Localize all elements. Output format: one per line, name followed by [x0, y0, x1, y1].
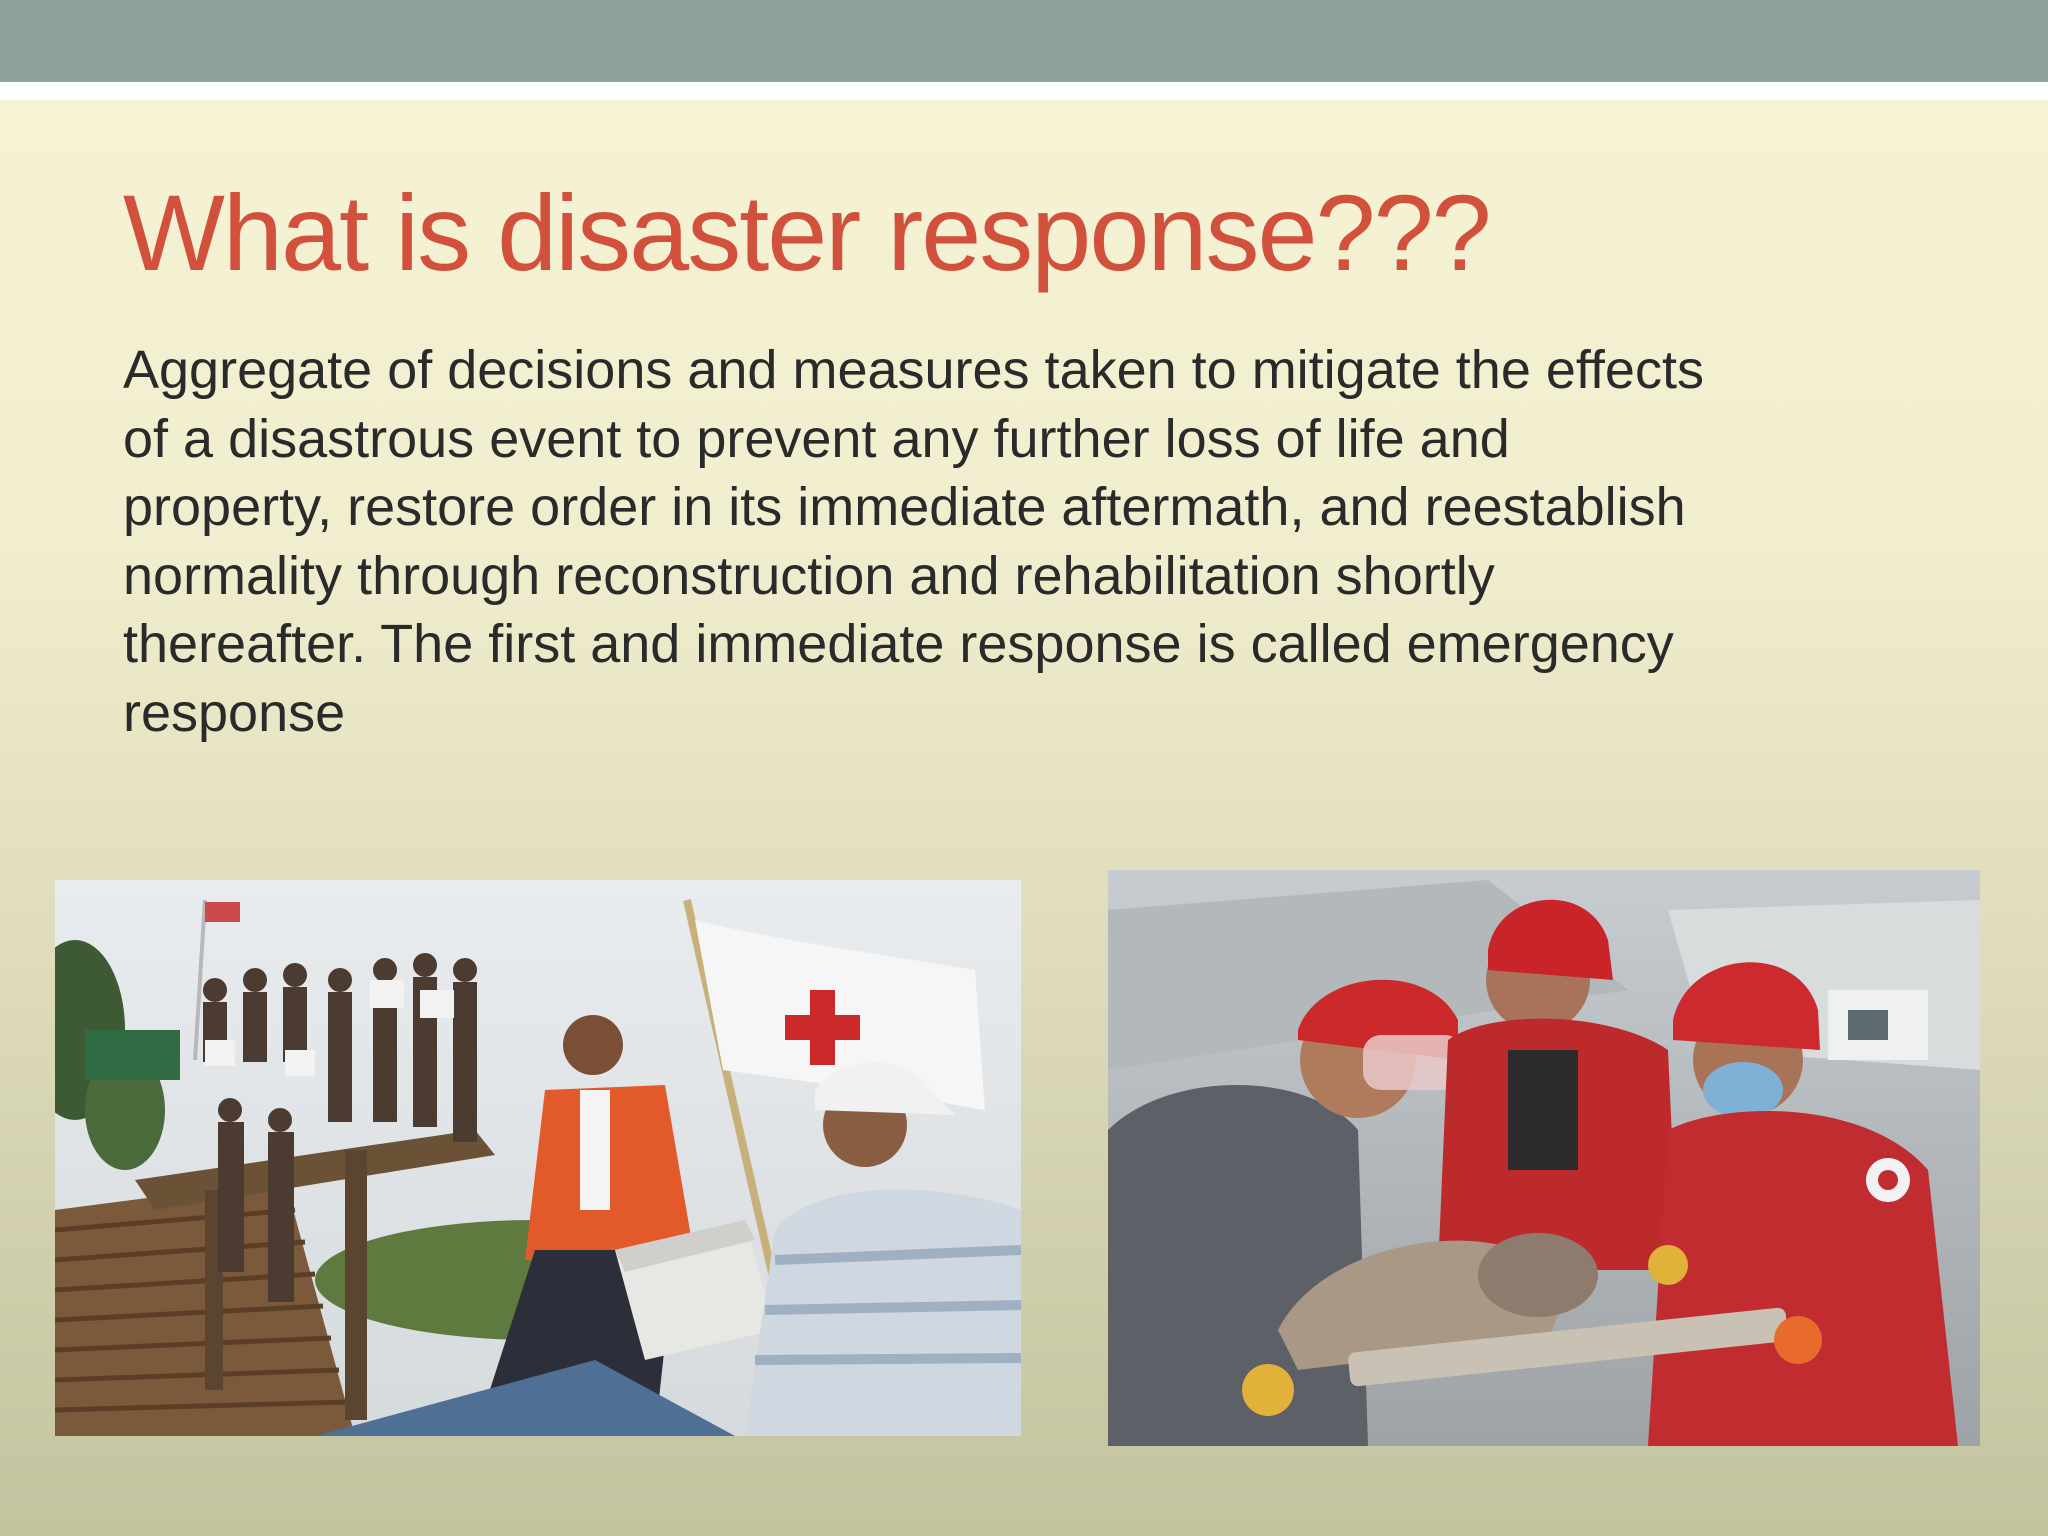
body-line: Aggregate of decisions and measures taken to mitigate the effects	[123, 340, 1704, 400]
slide-title: What is disaster response???	[123, 172, 1490, 293]
body-line: property, restore order in its immediate aftermath, and reestablish	[123, 477, 1686, 537]
body-line: response	[123, 682, 346, 743]
top-accent-divider	[0, 82, 2048, 100]
rescue-team-photo	[1108, 870, 1980, 1446]
red-cross-aid-photo	[55, 880, 1021, 1436]
slide-body	[123, 336, 1823, 747]
body-line: of a disastrous event to prevent any further loss of life and	[123, 408, 1510, 469]
body-line: thereafter. The first and immediate response is called emergency	[123, 614, 1674, 674]
body-line: normality through reconstruction and rehabilitation shortly	[123, 545, 1495, 606]
top-accent-band	[0, 0, 2048, 82]
